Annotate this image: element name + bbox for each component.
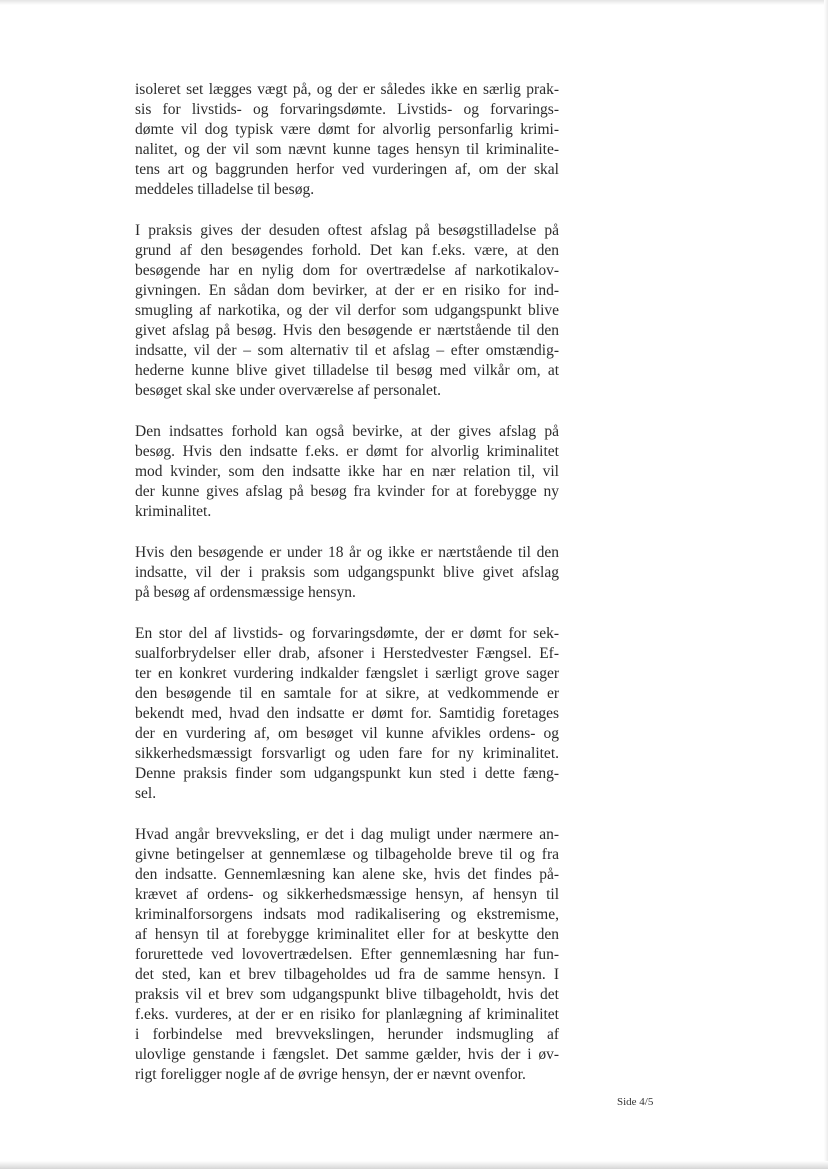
text-line: indsatte, vil der – som alternativ til et afslag – efter omstændig- [135, 342, 559, 359]
text-line: sel. [135, 785, 157, 802]
text-line: praksis vil et brev som udgangspunkt blive tilbageholdt, hvis det [135, 986, 559, 1003]
scan-top-edge [0, 0, 828, 5]
text-line: kriminalitet. [135, 503, 212, 520]
text-line: f.eks. vurderes, at der er en risiko for planlægning af kriminalitet [135, 1006, 559, 1023]
text-line: af hensyn til at forebygge kriminalitet eller for at beskytte den [135, 926, 559, 943]
text-line: sis for livstids- og forvaringsdømte. Livstids- og forvarings- [135, 101, 559, 118]
text-line: bekendt med, hvad den indsatte er dømt for. Samtidig foretages [135, 705, 559, 722]
text-line: besøgende har en nylig dom for overtrædelse af narkotikalov- [135, 262, 559, 279]
text-line: der en vurdering af, om besøget vil kunne afvikles ordens- og [135, 725, 559, 742]
text-line: givet afslag på besøg. Hvis den besøgende er nærtstående til den [135, 322, 559, 339]
text-line: Hvad angår brevveksling, er det i dag muligt under nærmere an- [135, 826, 559, 843]
text-line: besøg. Hvis den indsatte f.eks. er dømt for alvorlig kriminalitet [135, 443, 559, 460]
text-line: den besøgende til en samtale for at sikre, at vedkommende er [135, 685, 559, 702]
text-line: grund af den besøgendes forhold. Det kan f.eks. være, at den [135, 242, 559, 259]
text-line: mod kvinder, som den indsatte ikke har en nær relation til, vil [135, 463, 559, 480]
paragraph-visiting-practice [135, 80, 559, 200]
text-line: forurettede ved lovovertrædelsen. Efter gennemlæsning har fun- [135, 946, 559, 963]
text-line: sualforbrydelser eller drab, afsoner i Herstedvester Fængsel. Ef- [135, 645, 559, 662]
text-line: I praksis gives der desuden oftest afslag på besøgstilladelse på [135, 222, 559, 239]
scan-bottom-edge [0, 1161, 828, 1169]
text-line: hederne kunne blive givet tilladelse til besøg med vilkår om, at [135, 362, 559, 379]
text-line: ulovlige genstande i fængslet. Det samme gælder, hvis der i øv- [135, 1046, 559, 1063]
paragraph-correspondence [135, 825, 559, 1085]
paragraph-visitor-conditions [135, 221, 559, 401]
text-line: sikkerhedsmæssigt forsvarligt og uden fare for ny kriminalitet. [135, 745, 559, 762]
text-line: kriminalforsorgens indsats mod radikalisering og ekstremisme, [135, 906, 559, 923]
body-text [135, 80, 559, 1106]
text-line: tens art og baggrunden herfor ved vurderingen af, om der skal [135, 161, 559, 178]
text-line: smugling af narkotika, og der vil derfor som udgangspunkt blive [135, 302, 559, 319]
text-line: Den indsattes forhold kan også bevirke, at der gives afslag på [135, 423, 559, 440]
text-line: krævet af ordens- og sikkerhedsmæssige hensyn, af hensyn til [135, 886, 559, 903]
text-line: det sted, kan et brev tilbageholdes ud fra de samme hensyn. I [135, 966, 559, 983]
text-line: dømte vil dog typisk være dømt for alvorlig personfarlig krimi- [135, 121, 559, 138]
text-line: der kunne gives afslag på besøg fra kvinder for at forebygge ny [135, 483, 559, 500]
text-line: nalitet, og der vil som nævnt kunne tages hensyn til kriminalite- [135, 141, 559, 158]
paragraph-herstedvester [135, 624, 559, 804]
text-line: givne betingelser at gennemlæse og tilbageholde breve til og fra [135, 846, 559, 863]
text-line: ter en konkret vurdering indkalder fængslet i særligt grove sager [135, 665, 559, 682]
paragraph-inmate-conditions [135, 422, 559, 522]
text-line: givningen. En sådan dom bevirker, at der er en risiko for ind- [135, 282, 559, 299]
text-line: isoleret set lægges vægt på, og der er således ikke en særlig prak- [135, 81, 559, 98]
text-line: på besøg af ordensmæssige hensyn. [135, 584, 356, 601]
text-line: meddeles tilladelse til besøg. [135, 181, 315, 198]
text-line: besøget skal ske under overværelse af personalet. [135, 382, 442, 399]
text-line: Hvis den besøgende er under 18 år og ikke er nærtstående til den [135, 544, 559, 561]
scan-right-edge [824, 0, 828, 1169]
text-line: En stor del af livstids- og forvaringsdømte, der er dømt for sek- [135, 625, 559, 642]
text-line: Denne praksis finder som udgangspunkt kun sted i dette fæng- [135, 765, 559, 782]
page-number: Side 4/5 [617, 1096, 654, 1108]
paragraph-minor-visitors [135, 543, 559, 603]
text-line: den indsatte. Gennemlæsning kan alene ske, hvis det findes på- [135, 866, 559, 883]
text-line: indsatte, vil der i praksis som udgangspunkt blive givet afslag [135, 564, 559, 581]
text-line: rigt foreligger nogle af de øvrige hensyn, der er nævnt ovenfor. [135, 1066, 526, 1083]
text-line: i forbindelse med brevvekslingen, herunder indsmugling af [135, 1026, 559, 1043]
